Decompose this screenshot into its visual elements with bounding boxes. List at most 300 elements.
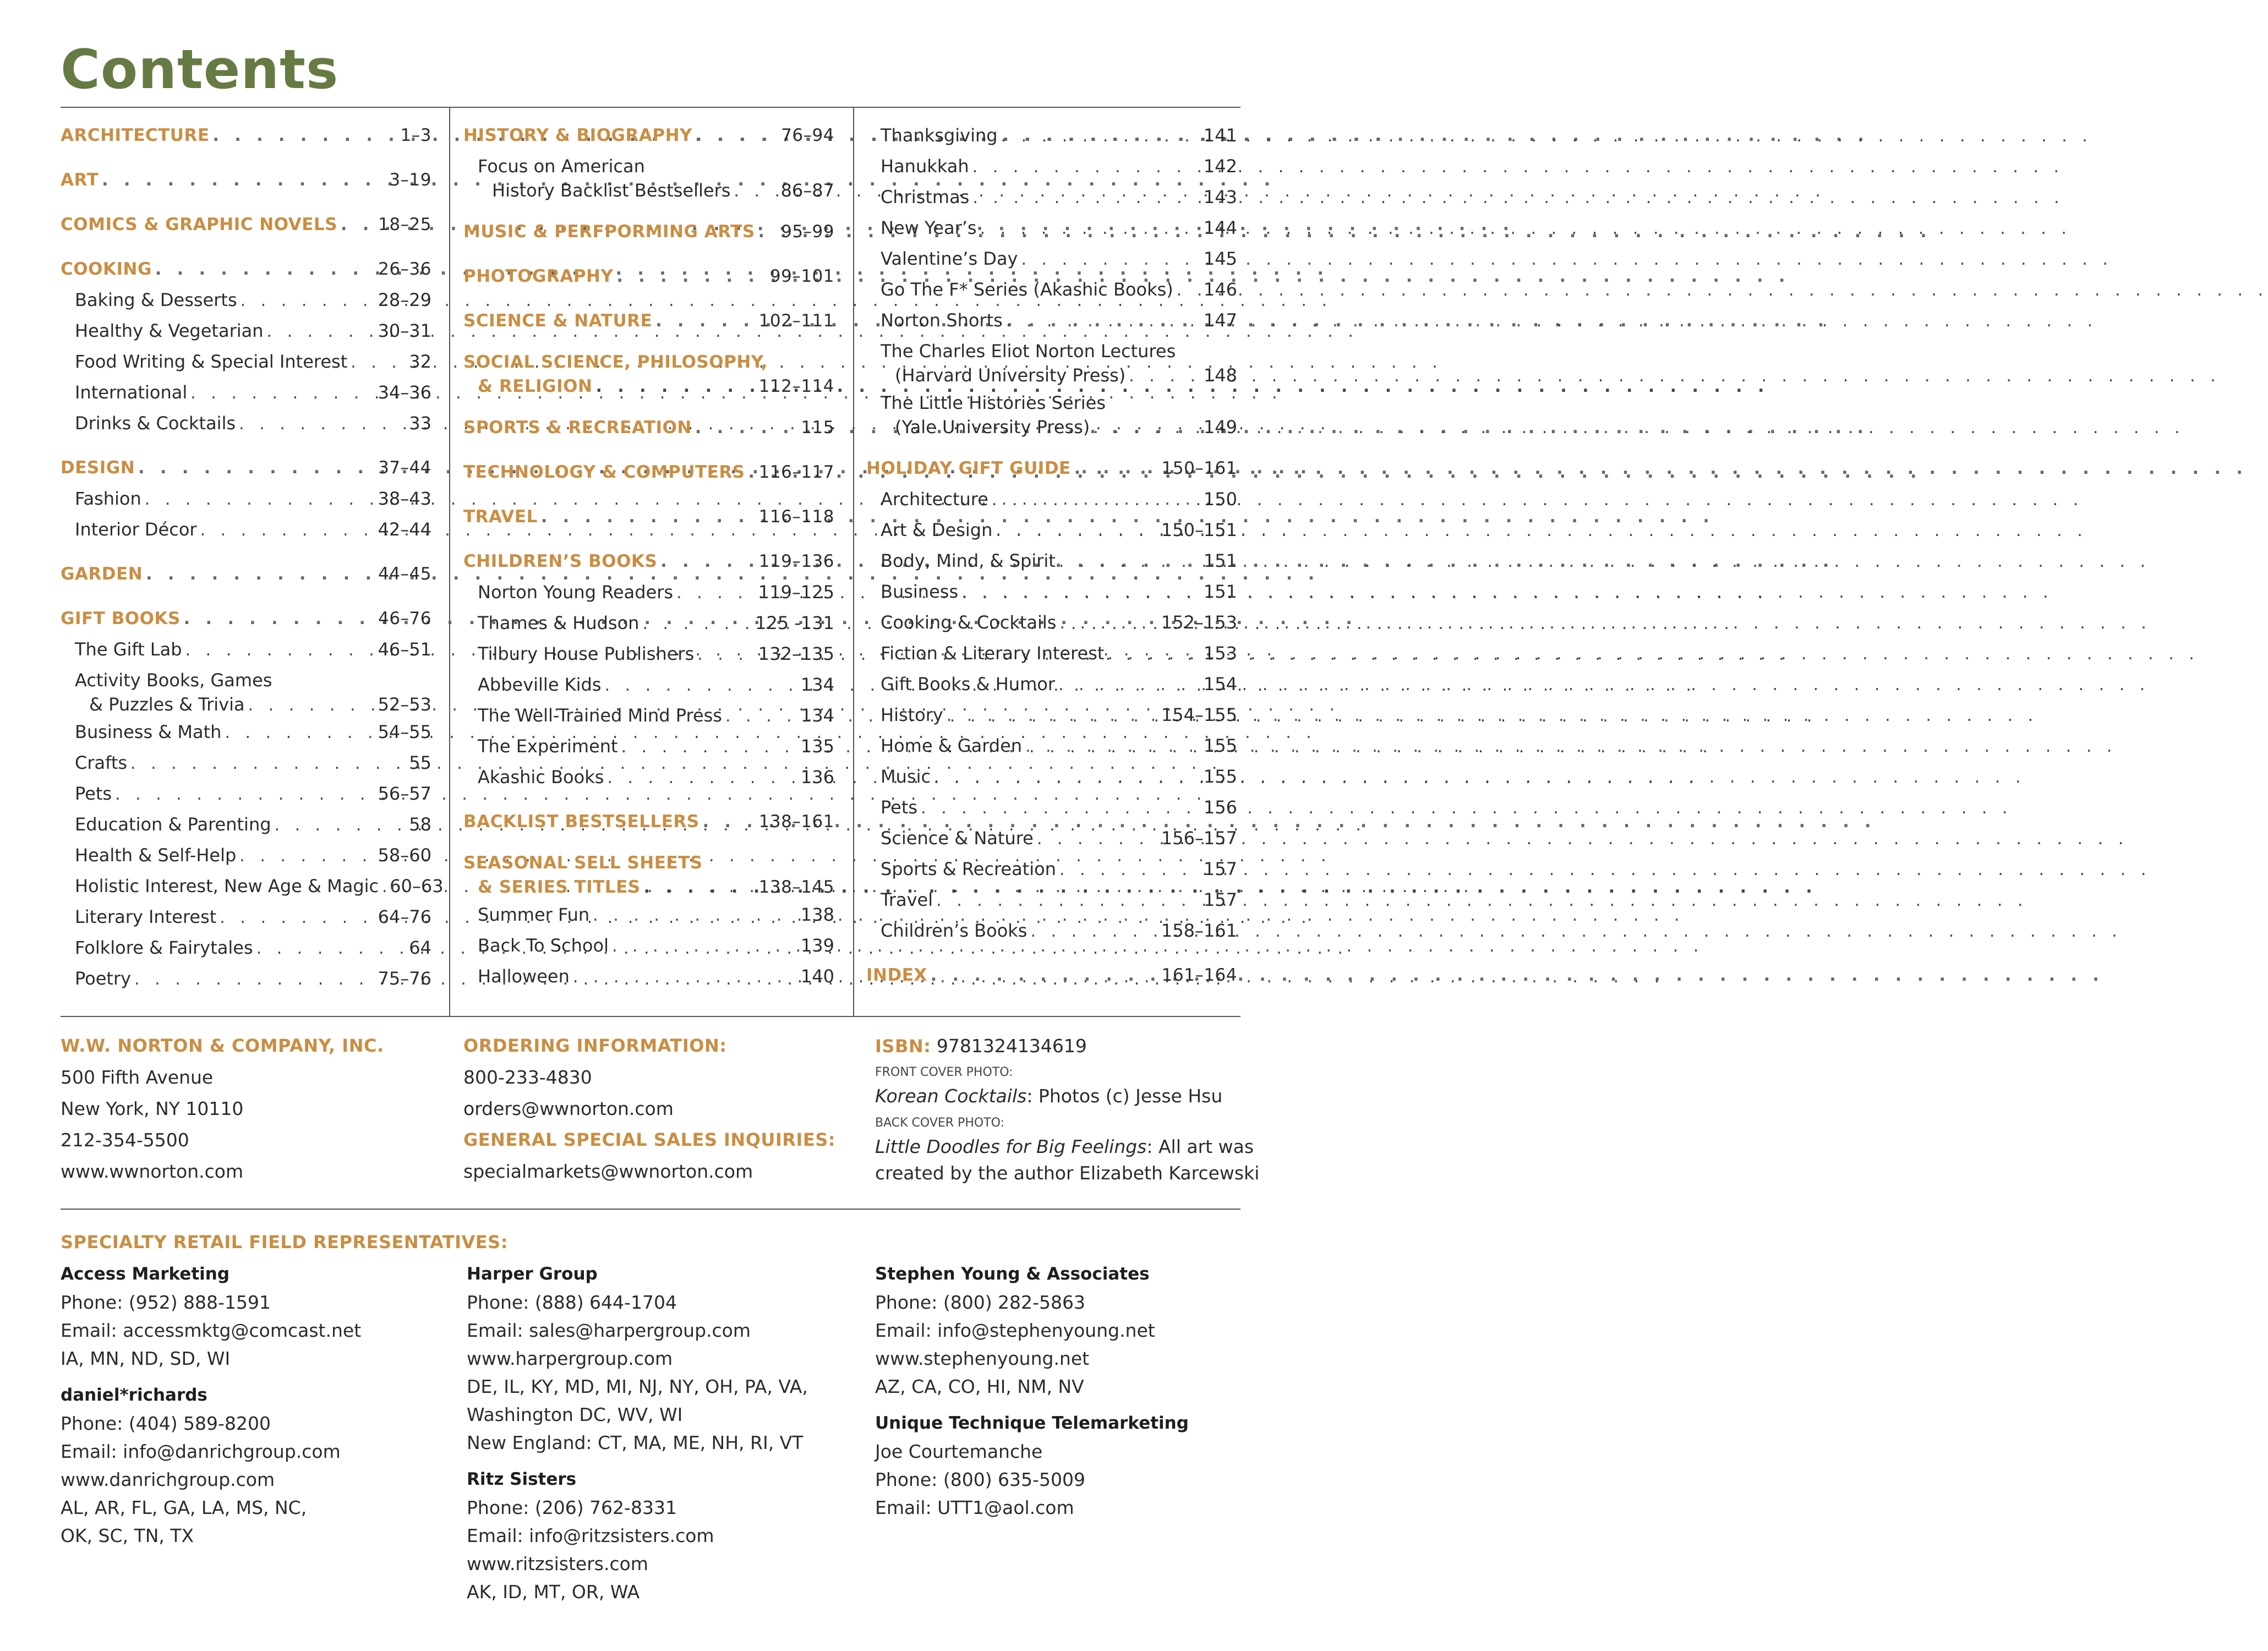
dot-leader [141,484,378,515]
toc-entry-pages: 151 [1203,550,1237,571]
rep-card [875,1409,1189,1522]
toc-entry-label: The Gift Lab [75,639,182,660]
toc-entry-pages: 146 [1203,279,1237,300]
dot-leader [1018,244,1203,275]
toc-entry-pages: 142 [1203,156,1237,177]
toc-entry-label: Thames & Hudson [478,613,640,633]
toc-entry-pages: 147 [1203,310,1237,331]
toc-entry[interactable] [463,806,834,837]
rep-card [875,1260,1189,1401]
reps-column-1 [61,1260,361,1550]
rep-detail: Phone: (800) 282-5863 [875,1292,1085,1313]
toc-entry-label: Health & Self-Help [75,845,237,866]
dot-leader [236,409,409,440]
toc-entry-pages: 158–161 [1161,920,1237,941]
reps-column-3 [875,1260,1189,1522]
toc-entry-pages: 34–36 [378,382,431,403]
dot-leader [182,635,378,666]
toc-entry-label: Business & Math [75,721,222,742]
toc-entry-pages: 134 [800,674,834,695]
toc-entry-label: ARCHITECTURE [61,125,210,145]
rep-detail: Joe Courtemanche [875,1441,1043,1462]
toc-entry-label: Halloween [478,966,570,987]
rep-detail[interactable]: Email: sales@harpergroup.com [467,1320,751,1341]
toc-entry[interactable] [866,274,1237,305]
toc-entry[interactable] [463,546,834,577]
toc-entry-pages: 42–44 [378,519,431,540]
toc-entry-pages: 119–136 [758,551,834,571]
toc-entry[interactable] [61,209,431,240]
toc-entry[interactable] [61,377,431,408]
toc-entry-pages: 143 [1203,187,1237,207]
toc-entry[interactable] [866,484,1237,515]
toc-entry-pages: 154 [1203,674,1237,695]
toc-entry[interactable] [881,363,1237,387]
toc-entry-label: ART [61,170,99,190]
front-cover-credit: : Photos (c) Jesse Hsu [1026,1085,1223,1107]
toc-entry-pages: 116–117 [758,462,834,482]
dot-leader [99,165,389,196]
toc-entry[interactable] [463,638,834,669]
toc-entry[interactable] [463,305,834,336]
dot-leader [236,841,378,872]
dot-leader [958,577,1204,608]
toc-entry[interactable] [61,871,444,901]
rep-detail[interactable]: Email: info@stephenyoung.net [875,1320,1155,1341]
toc-entry-label: Gift Books & Humor [881,674,1055,695]
publisher-address-line-2: New York, NY 10110 [61,1098,244,1119]
toc-entry-pages: 152–153 [1161,612,1237,633]
toc-entry-pages: 155 [1203,735,1237,756]
dot-leader [245,693,378,718]
toc-entry[interactable] [463,899,834,930]
rep-detail: Phone: (800) 635-5009 [875,1469,1085,1490]
toc-column-3 [866,120,1237,991]
rep-detail: AL, AR, FL, GA, LA, MS, NC, [61,1497,307,1518]
toc-entry-pages: 32 [409,351,431,372]
dot-leader [657,546,758,577]
toc-entry-pages: 150–151 [1161,520,1237,540]
toc-entry-two-line[interactable] [463,350,834,398]
rep-name: Unique Technique Telemarketing [875,1413,1189,1433]
toc-entry-label: Back To School [478,935,609,956]
rep-detail: AZ, CA, CO, HI, NM, NV [875,1376,1084,1397]
front-cover-title: Korean Cocktails [875,1085,1027,1107]
toc-entry-label: COOKING [61,259,152,279]
toc-entry-label: DESIGN [61,458,135,478]
toc-entry-pages: 95–99 [781,222,834,242]
toc-entry[interactable] [463,875,834,899]
toc-entry-label: Travel [881,889,933,910]
ordering-heading: ORDERING INFORMATION: [463,1035,727,1056]
toc-entry[interactable] [61,120,431,151]
toc-entry-label: Baking & Desserts [75,289,237,310]
dot-leader [927,960,1162,991]
toc-entry-pages: 150–161 [1161,458,1237,478]
toc-entry[interactable] [61,514,431,545]
back-cover-label: BACK COVER PHOTO: [875,1116,1004,1130]
toc-entry[interactable] [61,809,431,840]
toc-entry-label: Music [881,766,931,787]
toc-entry-label: Interior Décor [75,519,197,540]
toc-entry[interactable] [463,930,834,961]
dot-leader [977,214,1204,244]
dot-leader [641,876,759,900]
rep-name: Access Marketing [61,1264,230,1284]
dot-leader [1173,275,1204,306]
dot-leader [692,121,781,151]
dot-leader [127,748,409,779]
toc-entry[interactable] [61,315,431,346]
toc-entry[interactable] [866,515,1237,545]
toc-entry-pages: 144 [1203,217,1237,238]
toc-entry-pages: 56–57 [378,783,431,804]
toc-entry[interactable] [463,731,834,762]
toc-entry[interactable] [866,823,1237,854]
dot-leader [1022,731,1204,762]
toc-entry-label: Hanukkah [881,156,969,177]
toc-entry-label: Business [881,581,959,602]
toc-entry[interactable] [61,634,431,665]
toc-entry[interactable] [61,346,431,377]
rep-detail[interactable]: www.harpergroup.com [467,1348,673,1369]
toc-entry[interactable] [866,545,1237,576]
dot-leader [187,378,378,409]
toc-entry[interactable] [75,692,431,717]
dot-leader [570,962,801,993]
rep-detail: Washington DC, WV, WI [467,1404,683,1425]
toc-entry[interactable] [866,243,1237,274]
dot-leader [1056,608,1161,639]
toc-entry-pages: 136 [800,767,834,788]
rep-detail[interactable]: www.danrichgroup.com [61,1469,275,1490]
toc-entry-pages: 38–43 [378,488,431,509]
dot-leader [347,347,409,378]
toc-entry-pages: 116–118 [758,507,834,527]
toc-entry-label: SPORTS & RECREATION [463,418,692,438]
dot-leader [253,933,409,964]
toc-entry-label-line-1: SOCIAL SCIENCE, PHILOSOPHY, [463,352,768,372]
toc-entry-pages: 64 [409,937,431,958]
rep-detail[interactable]: Email: info@ritzsisters.com [467,1525,714,1546]
dot-leader [933,885,1204,916]
toc-entry-label: TRAVEL [463,507,538,527]
toc-entry-label: Drinks & Cocktails [75,413,236,434]
dot-leader [237,286,378,316]
toc-entry[interactable] [463,457,834,488]
dot-leader [1104,639,1203,670]
toc-entry-label: Summer Fun [478,904,590,925]
toc-entry-label: Fashion [75,488,141,509]
toc-entry[interactable] [61,963,431,994]
toc-entry[interactable] [866,182,1237,212]
rep-name: Ritz Sisters [467,1469,577,1489]
rep-detail[interactable]: www.ritzsisters.com [467,1553,648,1575]
toc-entry-label: Sports & Recreation [881,859,1056,879]
rep-card [467,1466,808,1606]
rep-card [61,1381,361,1550]
toc-entry-pages: 86–87 [780,180,834,201]
toc-entry-label: Thanksgiving [881,125,998,146]
toc-entry-pages: 58–60 [378,845,431,866]
toc-entry[interactable] [463,762,834,792]
toc-entry-label: & Puzzles & Trivia [89,694,245,715]
toc-entry-pages: 102–111 [758,311,834,331]
toc-entry-pages: 134 [800,705,834,726]
toc-entry[interactable] [866,151,1237,182]
ordering-phone: 800-233-4830 [463,1067,592,1088]
isbn-label: ISBN: [875,1036,931,1057]
dot-leader [992,516,1161,546]
toc-entry-label: Abbeville Kids [478,674,602,695]
toc-entry-two-line[interactable] [866,391,1237,439]
toc-entry-two-line[interactable] [866,339,1237,387]
toc-entry-pages: 46–76 [378,609,431,628]
toc-entry[interactable] [463,501,834,532]
toc-entry-pages: 60–63 [390,876,444,896]
dot-leader [337,210,378,240]
publisher-address-line-1: 500 Fifth Avenue [61,1067,214,1088]
toc-entry[interactable] [463,577,834,608]
isbn-value: 9781324134619 [936,1035,1087,1057]
toc-entry-label: Pets [75,783,112,804]
toc-entry-label: Body, Mind, & Spirit [881,550,1056,571]
toc-entry-label: GIFT BOOKS [61,609,181,628]
toc-entry-label: & RELIGION [478,376,593,396]
toc-entry-label: History [881,704,943,725]
dot-leader [112,779,378,810]
toc-entry[interactable] [478,178,834,203]
dot-leader [538,502,759,533]
toc-entry[interactable] [463,216,834,247]
toc-entry[interactable] [463,700,834,731]
toc-entry[interactable] [866,699,1237,730]
toc-entry-label: CHILDREN’S BOOKS [463,551,658,571]
dot-leader [722,701,801,732]
toc-entry-label: Science & Nature [881,828,1034,849]
dot-leader [197,515,378,546]
toc-entry-pages: 55 [409,752,431,773]
toc-entry-label: Pets [881,797,918,818]
toc-entry-label: TECHNOLOGY & COMPUTERS [463,462,745,482]
dot-leader [1003,306,1204,337]
rep-detail: Phone: (404) 589-8200 [61,1413,271,1434]
middle-divider [61,1016,1240,1017]
publisher-phone: 212-354-5500 [61,1129,189,1151]
toc-entry-pages: 26–36 [378,259,431,279]
dot-leader [639,609,755,639]
toc-entry-label: COMICS & GRAPHIC NOVELS [61,215,338,234]
toc-entry-label: Art & Design [881,520,993,540]
toc-entry-two-line[interactable] [463,154,834,203]
toc-entry[interactable] [866,730,1237,761]
toc-entry-label: New Year’s [881,217,977,238]
rep-detail[interactable]: www.stephenyoung.net [875,1348,1090,1369]
rep-detail[interactable]: Email: accessmktg@comcast.net [61,1320,362,1341]
toc-entry-pages: 157 [1203,859,1237,879]
toc-entry-pages: 154–155 [1161,704,1237,725]
toc-entry-label: PHOTOGRAPHY [463,266,614,286]
toc-entry-label: History Backlist Bestsellers [492,180,731,201]
rep-detail: OK, SC, TN, TX [61,1525,194,1546]
toc-entry-label: Akashic Books [478,767,604,788]
toc-entry-label: & SERIES TITLES [478,877,641,897]
toc-entry-pages: 1–3 [400,125,431,145]
top-divider [61,107,1240,108]
toc-entry-label: HOLIDAY GIFT GUIDE [866,458,1071,478]
rep-detail: Phone: (952) 888-1591 [61,1292,271,1313]
toc-entry[interactable] [866,576,1237,607]
dot-leader [730,179,780,204]
toc-entry-label: Norton Shorts [881,310,1003,331]
rep-detail: IA, MN, ND, SD, WI [61,1348,231,1369]
toc-entry[interactable] [866,960,1237,991]
toc-entry-label-line-1: Focus on American [478,156,645,177]
toc-entry[interactable] [61,254,431,285]
rep-detail[interactable]: Email: UTT1@aol.com [875,1497,1074,1518]
toc-entry[interactable] [463,261,834,292]
rep-name: Stephen Young & Associates [875,1264,1150,1284]
rep-detail[interactable]: Email: info@danrichgroup.com [61,1441,341,1462]
dot-leader [755,217,781,248]
dot-leader [1055,670,1204,701]
toc-entry-pages: 33 [409,413,431,434]
toc-entry-label: INDEX [866,965,927,985]
toc-entry-label: Healthy & Vegetarian [75,320,264,341]
toc-entry[interactable] [866,120,1237,151]
toc-entry[interactable] [61,717,431,747]
toc-entry[interactable] [61,603,431,634]
toc-entry[interactable] [463,374,834,398]
toc-entry-pages: 151 [1203,581,1237,602]
toc-entry[interactable] [61,165,431,195]
toc-entry-pages: 115 [801,418,834,438]
toc-entry[interactable] [463,412,834,443]
toc-entry[interactable] [881,415,1237,439]
toc-entry-label: Norton Young Readers [478,582,674,603]
toc-entry-label: Fiction & Literary Interest [881,643,1105,664]
toc-entry-two-line[interactable] [463,851,834,899]
toc-entry-pages: 156 [1203,797,1237,818]
toc-entry-label-line-1: The Charles Eliot Norton Lectures [881,341,1176,362]
dot-leader [673,578,758,609]
toc-entry[interactable] [866,884,1237,915]
toc-entry[interactable] [866,607,1237,638]
dot-leader [1027,916,1161,947]
toc-entry-pages: 99–101 [769,266,834,286]
toc-entry-label: Valentine’s Day [881,248,1018,269]
toc-entry-pages: 155 [1203,766,1237,787]
back-cover-title: Little Doodles for Big Feelings [875,1136,1147,1157]
toc-entry-label-line-1: Activity Books, Games [75,670,272,691]
rep-detail: Phone: (206) 762-8331 [467,1497,677,1518]
toc-entry[interactable] [463,120,834,151]
toc-entry[interactable] [61,452,431,483]
toc-entry-label: Children’s Books [881,920,1028,941]
toc-entry[interactable] [866,638,1237,669]
ordering-email[interactable]: orders@wwnorton.com [463,1098,674,1119]
toc-entry-label: Tilbury House Publishers [478,643,695,664]
dot-leader [589,900,801,931]
toc-entry-pages: 46–51 [378,639,431,660]
toc-entry-label: GARDEN [61,564,143,584]
dot-leader [1056,855,1204,885]
toc-entry[interactable] [61,901,431,932]
toc-entry-pages: 75–76 [378,968,431,989]
toc-entry-label: Go The F* Series (Akashic Books) [881,279,1173,300]
toc-entry-pages: 138–161 [758,812,834,832]
toc-entry[interactable] [61,840,431,871]
dot-leader [969,183,1204,214]
publisher-website[interactable]: www.wwnorton.com [61,1161,244,1182]
toc-entry-label: Poetry [75,968,132,989]
toc-entry-label: Food Writing & Special Interest [75,351,348,372]
toc-entry-pages: 132–135 [758,643,834,664]
toc-entry-label: Education & Parenting [75,814,271,835]
dot-leader [988,485,1204,516]
toc-entry[interactable] [463,669,834,700]
toc-entry[interactable] [61,747,431,778]
toc-entry[interactable] [463,961,834,992]
toc-entry[interactable] [866,761,1237,792]
toc-entry[interactable] [866,305,1237,336]
toc-entry[interactable] [61,408,431,439]
toc-entry-two-line[interactable] [61,668,431,717]
toc-entry[interactable] [61,285,431,315]
dot-leader [181,604,378,635]
toc-entry[interactable] [463,608,834,638]
dot-leader [943,701,1161,731]
toc-entry[interactable] [866,212,1237,243]
toc-entry[interactable] [866,669,1237,699]
back-cover-credit: : All art was [1146,1136,1254,1157]
dot-leader [931,762,1204,793]
dot-leader [694,639,758,670]
toc-entry-pages: 119–125 [758,582,834,603]
toc-entry-pages: 138–145 [758,877,834,897]
toc-entry-pages: 153 [1203,643,1237,664]
dot-leader [152,254,378,285]
toc-entry-pages: 150 [1203,489,1237,510]
toc-entry-label: The Well-Trained Mind Press [478,705,722,726]
dot-leader [1034,824,1161,855]
toc-entry-pages: 54–55 [378,721,431,742]
toc-entry[interactable] [866,792,1237,823]
dot-leader [221,718,378,748]
toc-entry[interactable] [866,854,1237,884]
toc-entry[interactable] [61,483,431,514]
toc-entry-pages: 135 [800,736,834,757]
toc-entry-pages: 145 [1203,248,1237,269]
dot-leader [264,316,378,347]
toc-entry[interactable] [866,915,1237,946]
toc-entry-label: Architecture [881,489,988,510]
toc-entry[interactable] [866,453,1237,484]
toc-entry-pages: 64–76 [378,906,431,927]
publisher-block [61,1030,384,1187]
toc-entry-pages: 148 [1203,365,1237,386]
dot-leader [618,732,801,763]
toc-entry-pages: 18–25 [378,215,431,234]
dot-leader [1125,364,1204,389]
toc-entry[interactable] [61,778,431,809]
special-sales-email[interactable]: specialmarkets@wwnorton.com [463,1161,753,1182]
toc-entry-pages: 139 [800,935,834,956]
toc-entry-pages: 52–53 [378,694,431,715]
toc-entry[interactable] [61,932,431,963]
toc-entry[interactable] [61,559,431,589]
dot-leader [379,872,390,903]
